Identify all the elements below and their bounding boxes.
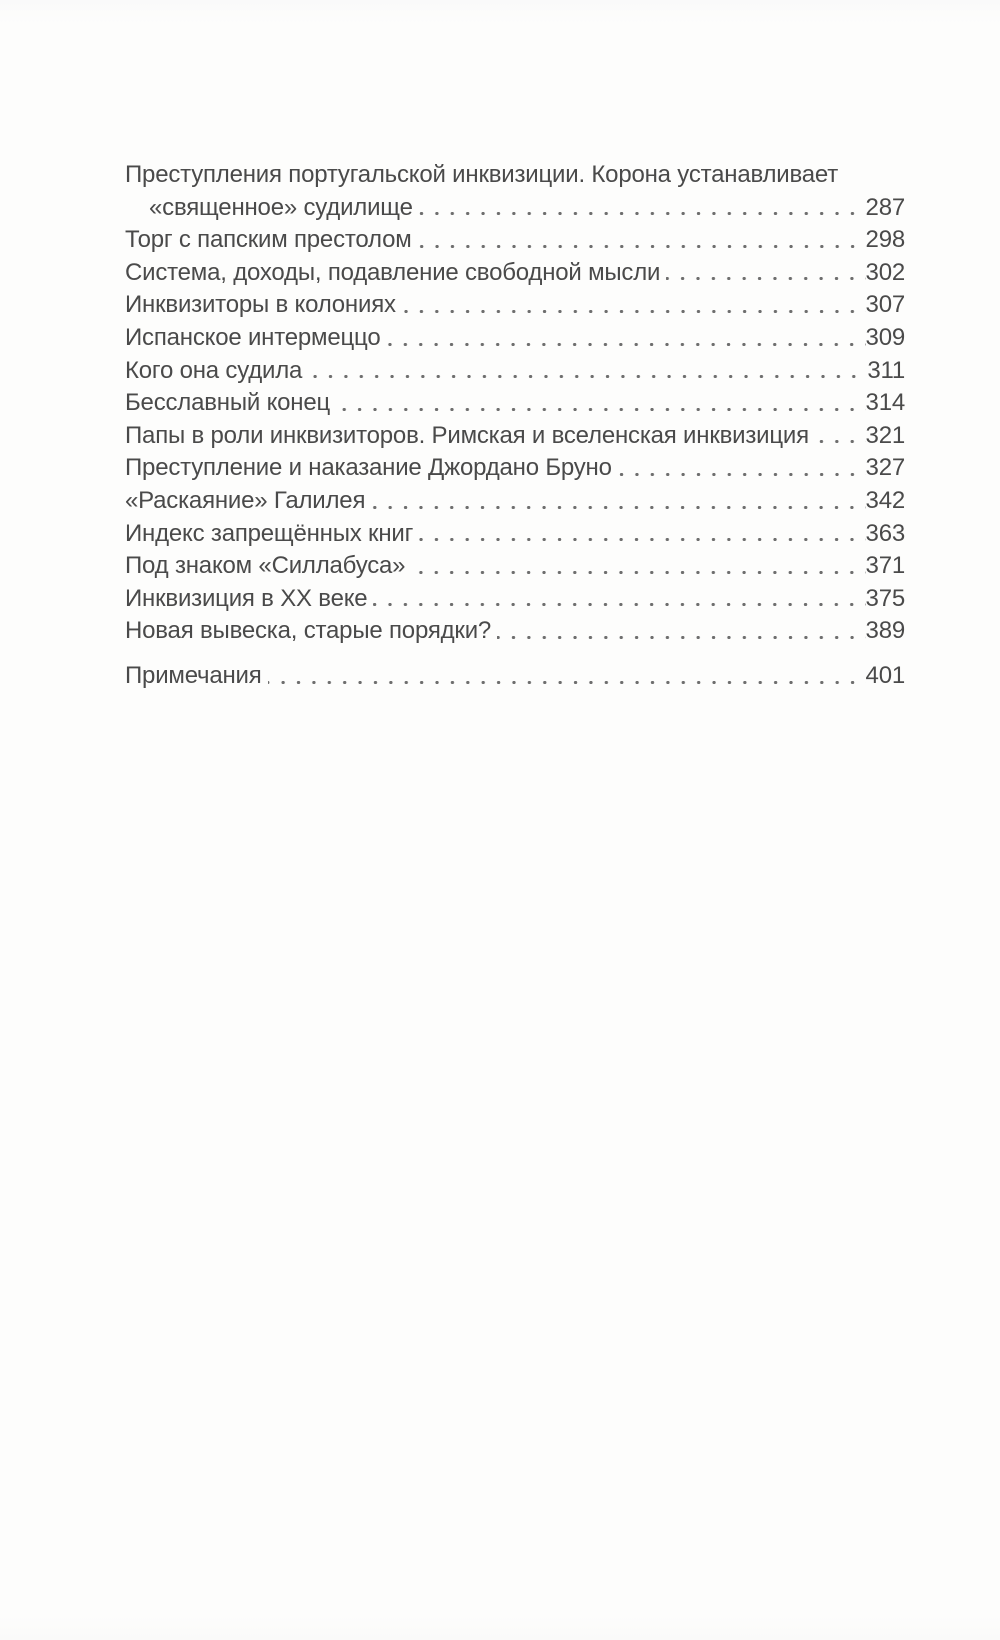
toc-entry-text: Кого она судила (125, 356, 303, 384)
page-number: 314 (865, 389, 905, 417)
page-number: 287 (865, 193, 905, 221)
toc-entry-line (125, 518, 905, 551)
dot-leader (402, 289, 866, 322)
dot-leader (371, 485, 865, 518)
toc-entry-line (125, 583, 905, 616)
page-number: 401 (865, 661, 905, 689)
toc-entry-text: Инквизиторы в колониях (125, 291, 396, 319)
page-number: 375 (865, 584, 905, 612)
toc-entry-line (125, 355, 905, 388)
dot-leader (618, 452, 866, 485)
toc-entry-text: Бесславный конец (125, 389, 331, 417)
toc-entry-text: Преступление и наказание Джордано Бруно (125, 454, 612, 482)
toc-entry-text: Новая вывеска, старые порядки? (125, 617, 492, 645)
toc-entry-line (125, 257, 905, 290)
dot-leader (308, 355, 867, 388)
dot-leader (419, 192, 866, 225)
table-of-contents (125, 159, 905, 693)
page-number: 327 (865, 454, 905, 482)
page-number: 311 (867, 356, 905, 384)
dot-leader (419, 518, 865, 551)
toc-entry-line (125, 387, 905, 420)
toc-entry-text: Преступления португальской инквизиции. Корона устанавливает (125, 161, 839, 188)
page-number: 307 (865, 291, 905, 319)
dot-leader (268, 660, 866, 693)
toc-entry-line (125, 615, 905, 648)
toc-entry-text: Испанское интермеццо (125, 323, 381, 351)
dot-leader (386, 322, 865, 355)
toc-entry-text: Система, доходы, подавление свободной мысли (125, 258, 661, 286)
toc-entry-line (125, 192, 905, 225)
dot-leader (815, 420, 866, 453)
toc-entry-text: «Раскаяние» Галилея (125, 486, 366, 514)
dot-leader (411, 550, 865, 583)
toc-entry-text: Примечания (125, 661, 262, 689)
toc-entry-line (125, 159, 905, 192)
page-number: 298 (865, 226, 905, 254)
toc-entry-line (125, 485, 905, 518)
page-number: 389 (865, 617, 905, 645)
page-number: 371 (865, 552, 905, 580)
toc-entry-text: Индекс запрещённых книг (125, 519, 414, 547)
toc-entry-line (125, 289, 905, 322)
toc-entry-text: Под знаком «Силлабуса» (125, 552, 406, 580)
toc-entry-line (125, 322, 905, 355)
dot-leader (373, 583, 865, 616)
toc-entry-text: «священное» судилище (149, 193, 413, 221)
dot-leader (844, 159, 905, 192)
toc-entry-text: Торг с папским престолом (125, 226, 412, 254)
toc-entry-text: Инквизиция в XX веке (125, 584, 368, 612)
page-number: 302 (865, 258, 905, 286)
dot-leader (336, 387, 866, 420)
toc-entry-text: Папы в роли инквизиторов. Римская и вселенская инквизиция (125, 421, 809, 449)
page-number: 363 (865, 519, 905, 547)
dot-leader (418, 224, 866, 257)
toc-entry-line (125, 224, 905, 257)
dot-leader (497, 615, 865, 648)
page-number: 342 (865, 486, 905, 514)
page-number: 309 (865, 323, 905, 351)
toc-entry-line (125, 660, 905, 693)
dot-leader (666, 257, 865, 290)
toc-entry-line (125, 420, 905, 453)
toc-entry-line (125, 452, 905, 485)
page-number: 321 (865, 421, 905, 449)
toc-entry-line (125, 550, 905, 583)
